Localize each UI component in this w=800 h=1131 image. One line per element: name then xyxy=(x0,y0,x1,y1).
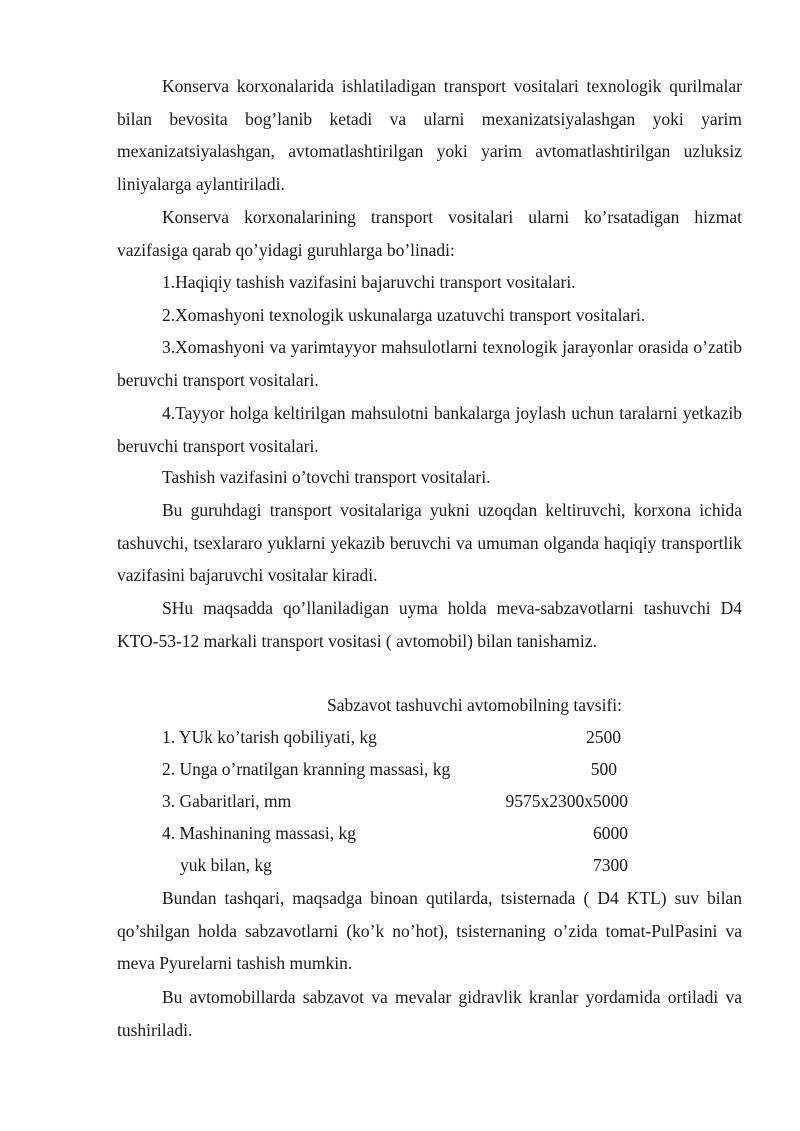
paragraph-additional-cargo: Bundan tashqari, maqsadga binoan qutilarda, tsisternada ( D4 KTL) suv bilan qo’shilgan holda sabzavotlarni (ko’k no’hot), tsisternaning o’zida tomat-PulPasini va meva Pyurelarni tashish mumkin. xyxy=(117,888,742,974)
paragraph-vehicle-intro: SHu maqsadda qo’llaniladigan uyma holda meva-sabzavotlarni tashuvchi D4 KTO-53-12 markali transport vositasi ( avtomobil) bilan tanishamiz. xyxy=(117,598,742,651)
spec-row xyxy=(0,817,800,849)
spec-row xyxy=(0,721,800,753)
spec-value: 9575x2300x5000 xyxy=(505,791,628,811)
spec-row xyxy=(0,785,800,817)
list-item-2: 2.Xomashyoni texnologik uskunalarga uzatuvchi transport vositalari. xyxy=(162,305,646,325)
list-item-1: 1.Haqiqiy tashish vazifasini bajaruvchi transport vositalari. xyxy=(162,272,576,292)
spec-row xyxy=(0,753,800,785)
paragraph-loading: Bu avtomobillarda sabzavot va mevalar gidravlik kranlar yordamida ortiladi va tushiriladi. xyxy=(117,987,742,1040)
spec-table-title: Sabzavot tashuvchi avtomobilning tavsifi: xyxy=(326,695,623,715)
spec-row xyxy=(0,849,800,881)
paragraph-group-description: Bu guruhdagi transport vositalariga yukni uzoqdan keltiruvchi, korxona ichida tashuvchi, tsexlararo yuklarni yekazib beruvchi va umuman olganda haqiqiy transportlik vazifasini bajaruvchi vositalar kiradi. xyxy=(117,500,742,586)
spec-label: 2. Unga o’rnatilgan kranning massasi, kg xyxy=(162,759,451,779)
spec-label: 4. Mashinaning massasi, kg xyxy=(162,823,356,843)
spec-label: 1. YUk ko’tarish qobiliyati, kg xyxy=(162,727,377,747)
paragraph-transport-heading: Tashish vazifasini o’tovchi transport vositalari. xyxy=(162,467,491,487)
paragraph-groups-intro: Konserva korxonalarining transport vositalari ularni ko’rsatadigan hizmat vazifasiga qarab qo’yidagi guruhlarga bo’linadi: xyxy=(117,207,742,260)
spec-label: yuk bilan, kg xyxy=(180,855,272,875)
spec-value: 6000 xyxy=(593,823,628,843)
spec-value: 2500 xyxy=(586,727,621,747)
paragraph-intro: Konserva korxonalarida ishlatiladigan transport vositalari texnologik qurilmalar bilan bevosita bog’lanib ketadi va ularni mexanizatsiyalashgan yoki yarim mexanizatsiyalashgan, avtomatlashtirilgan yoki yarim avtomatlashtirilgan uzluksiz liniyalarga aylantiriladi. xyxy=(117,76,742,194)
spec-value: 500 xyxy=(590,759,617,779)
list-item-3: 3.Xomashyoni va yarimtayyor mahsulotlarni texnologik jarayonlar orasida o’zatib beruvchi transport vositalari. xyxy=(117,337,742,390)
spec-value: 7300 xyxy=(593,855,628,875)
spec-label: 3. Gabaritlari, mm xyxy=(162,791,292,811)
list-item-4: 4.Tayyor holga keltirilgan mahsulotni bankalarga joylash uchun taralarni yetkazib beruvchi transport vositalari. xyxy=(117,403,742,456)
